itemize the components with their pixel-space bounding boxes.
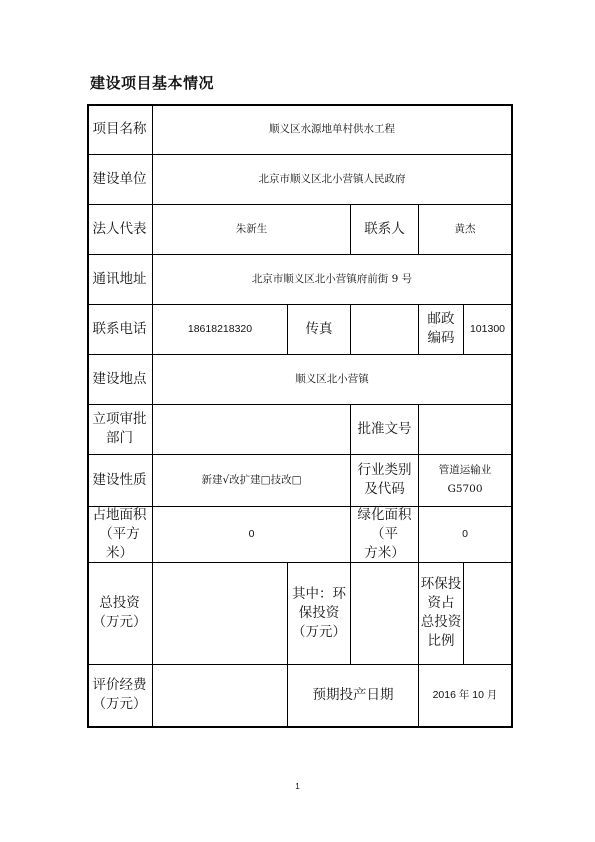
postcode-value: 101300 — [469, 322, 506, 335]
contact-label: 联系人 — [364, 220, 405, 237]
industry-label: 行业类别 及代码 — [357, 462, 412, 497]
assessment-fee-label: 评价经费 （万元） — [92, 677, 147, 712]
page-number: 1 — [295, 782, 300, 791]
project-info-table — [87, 104, 511, 726]
area-label: 占地面积 （平方 米） — [92, 506, 147, 561]
area-value: 0 — [248, 527, 255, 540]
env-ratio-value — [464, 562, 511, 664]
env-investment-value — [351, 562, 418, 664]
green-area-label: 绿化面积 （平 方米） — [357, 506, 412, 561]
site-label: 建设地点 — [92, 370, 147, 387]
postcode-label: 邮政 编码 — [427, 311, 455, 346]
address-value: 北京市顺义区北小营镇府前街 9 号 — [251, 272, 413, 285]
legal-rep-value: 朱新生 — [235, 222, 268, 235]
project-name-value: 顺义区水源地单村供水工程 — [269, 122, 395, 135]
assessment-fee-value — [153, 664, 287, 726]
nature-value: 新建√改扩建□技改□ — [201, 473, 302, 486]
env-ratio-label: 环保投 资占 总投资 比例 — [420, 576, 462, 649]
env-investment-label: 其中：环 保投资 （万元） — [292, 585, 346, 640]
construction-unit-value: 北京市顺义区北小营镇人民政府 — [258, 172, 406, 185]
fax-label: 传真 — [305, 320, 333, 337]
approval-doc-value — [419, 404, 511, 454]
section-title: 建设项目基本情况 — [90, 74, 215, 92]
project-name-label: 项目名称 — [92, 120, 147, 137]
site-value: 顺义区北小营镇 — [295, 372, 369, 385]
contact-value: 黄杰 — [454, 222, 476, 235]
address-label: 通讯地址 — [92, 270, 147, 287]
approval-dept-label: 立项审批 部门 — [92, 411, 147, 446]
fax-value — [351, 304, 418, 354]
green-area-value: 0 — [462, 527, 468, 540]
approval-doc-label: 批准文号 — [357, 420, 412, 437]
phone-value: 18618218320 — [187, 322, 253, 335]
phone-label: 联系电话 — [92, 320, 147, 337]
legal-rep-label: 法人代表 — [92, 220, 147, 237]
nature-label: 建设性质 — [92, 471, 147, 488]
industry-value: 管道运输业 G5700 — [438, 464, 492, 495]
investment-value — [153, 562, 287, 664]
production-date-value: 2016 年 10 月 — [432, 688, 498, 701]
construction-unit-label: 建设单位 — [92, 170, 147, 187]
production-date-label: 预期投产日期 — [312, 686, 394, 703]
investment-label: 总投资 （万元） — [92, 595, 147, 630]
approval-dept-value — [153, 404, 350, 454]
